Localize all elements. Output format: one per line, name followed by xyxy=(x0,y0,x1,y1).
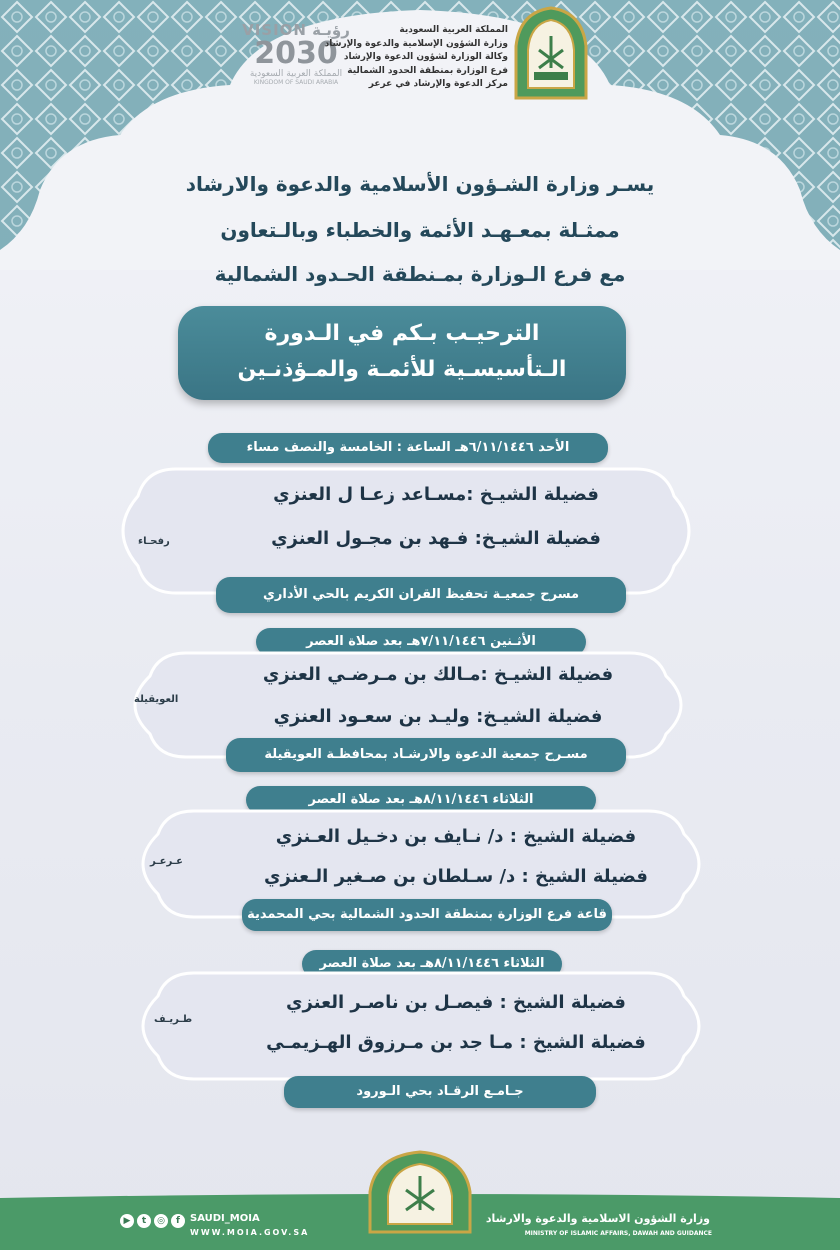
footer-band xyxy=(0,1150,840,1250)
intro-line: يسـر وزارة الشـؤون الأسلامية والدعوة والارشاد xyxy=(185,172,655,196)
ministry-line: وزارة الشؤون الإسلامية والدعوة والإرشاد xyxy=(324,38,508,49)
intro-line: ممثـلة بمعـهـد الأئمة والخطباء وبالـتعاون xyxy=(220,218,620,242)
venue-pill: مسـرح جمعية الدعوة والارشـاد بمحافظـة العويقيلة xyxy=(226,738,626,772)
sheikh-name: فضيلة الشيـخ :مسـاعد زعـا ل العنزي xyxy=(273,484,599,505)
sheikh-name: فضيلة الشيخ : مـا جد بن مـرزوق الهـزيمـي xyxy=(266,1032,646,1053)
instagram-icon[interactable]: ◎ xyxy=(154,1214,168,1228)
vision-latin: VISION xyxy=(242,21,307,39)
city-label: عـرعـر xyxy=(150,856,183,867)
ministry-line: وكالة الوزارة لشؤون الدعوة والإرشاد xyxy=(343,52,508,62)
intro-line: مع فرع الـوزارة بمـنطقة الحـدود الشمالية xyxy=(214,262,626,286)
sheikh-name: فضيلة الشيـخ :مـالك بن مـرضـي العنزي xyxy=(262,664,614,685)
twitter-icon[interactable]: t xyxy=(137,1214,151,1228)
banner-line: الـتأسيسـية للأئمـة والمـؤذنـين xyxy=(237,357,567,382)
ministry-line: فرع الوزارة بمنطقة الحدود الشمالية xyxy=(347,65,508,76)
session-card xyxy=(126,970,716,1082)
ministry-emblem-icon xyxy=(512,6,590,102)
city-label: طـريـف xyxy=(154,1014,193,1025)
venue-pill: جـامـع الرقـاد بحي الـورود xyxy=(284,1076,596,1108)
banner-line: الترحيـب بـكم في الـدورة xyxy=(264,321,540,346)
social-handle: SAUDI_MOIA xyxy=(190,1213,260,1224)
sheikh-name: فضيلة الشيخ : د/ نـايف بن دخـيل العـنزي xyxy=(275,826,637,847)
sheikh-name: فضيلة الشيـخ: فـهد بن مجـول العنزي xyxy=(271,528,601,549)
footer-ministry-ar: وزارة الشؤون الاسلامية والدعوة والارشاد xyxy=(485,1212,710,1225)
venue-pill: مسرح جمعيـة تحفيظ القران الكريم بالحي الأداري xyxy=(216,577,626,613)
youtube-icon[interactable]: ▶ xyxy=(120,1214,134,1228)
website-link[interactable]: WWW.MOIA.GOV.SA xyxy=(190,1228,310,1237)
sheikh-name: فضيلة الشيخ : فيصـل بن ناصـر العنزي xyxy=(286,992,626,1013)
ministry-line: مركز الدعوة والإرشاد في عرعر xyxy=(368,79,508,89)
welcome-banner xyxy=(178,306,626,400)
footer-ministry-en: MINISTRY OF ISLAMIC AFFAIRS, DAWAH AND GUIDANCE xyxy=(524,1230,712,1237)
vision-word: رؤيـة xyxy=(312,21,350,39)
vision-country-en: KINGDOM OF SAUDI ARABIA xyxy=(253,79,339,86)
sheikh-name: فضيلة الشيخ : د/ سـلطان بن صـغير الـعنزي xyxy=(264,866,648,887)
vision-country-ar: المملكة العربية السعودية xyxy=(249,69,343,79)
session-date-pill: الأثـنين ٧/١١/١٤٤٦هـ بعد صلاة العصر xyxy=(256,628,586,656)
city-label: العويقيلة xyxy=(134,694,179,705)
venue-pill: قاعة فرع الوزارة بمنطقة الحدود الشمالية بحي المحمدية xyxy=(242,899,612,931)
ministry-line: المملكة العربية السعودية xyxy=(399,25,508,35)
vision-year: 2030 xyxy=(254,36,338,71)
sheikh-name: فضيلة الشيـخ: وليـد بن سعـود العنزي xyxy=(273,706,603,727)
city-label: رفحـاء xyxy=(138,536,170,547)
session-date-pill: الثلاثاء ٨/١١/١٤٤٦هـ بعد صلاة العصر xyxy=(246,786,596,814)
session-date-pill: الأحد ٦/١١/١٤٤٦هـ الساعة : الخامسة والنصف مساء xyxy=(208,433,608,463)
facebook-icon[interactable]: f xyxy=(171,1214,185,1228)
session-date-pill: الثلاثاء ٨/١١/١٤٤٦هـ بعد صلاة العصر xyxy=(302,950,562,978)
vision-2030-logo xyxy=(240,20,352,100)
